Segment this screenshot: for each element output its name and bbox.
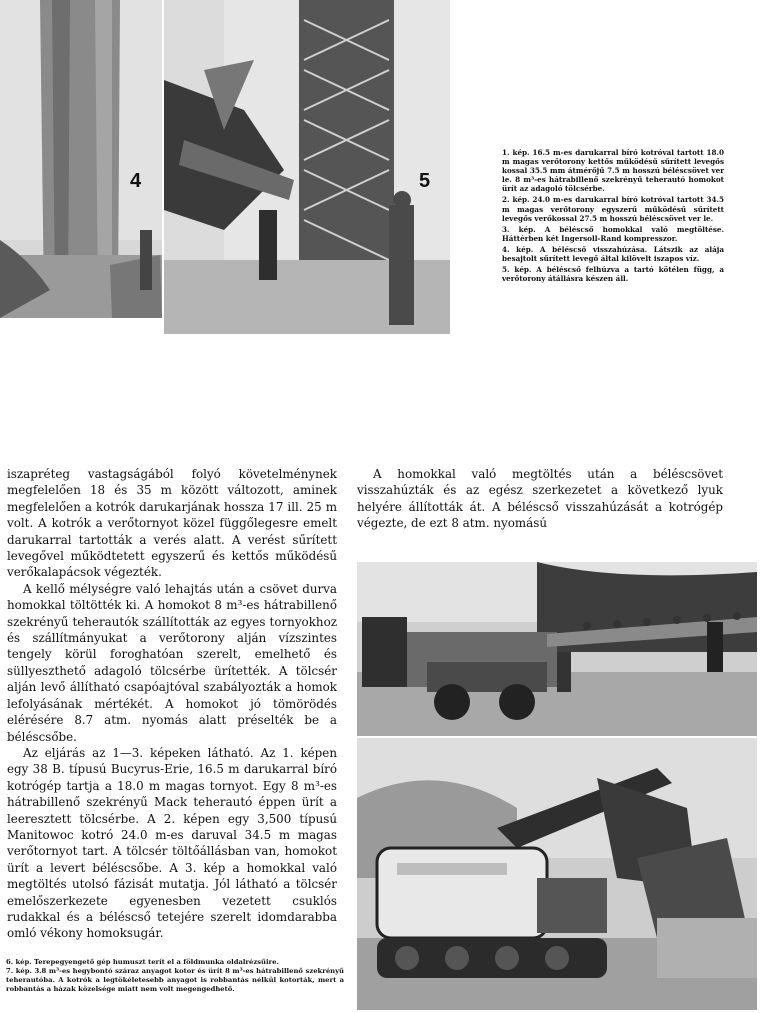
caption-7: 7. kép. 3.8 m³-es hegybontó száraz anyagot kotor és ürít 8 m³-es hátrabillenő szekrényű teherautóba. A kotrók a legtökéletesebb anyagot is robbantás nélkül kotorták, mert a robbantás a házak közelsége miatt nem volt megengedhető. <box>6 966 344 993</box>
caption-1: 1. kép. 16.5 m-es darukarral bíró kotróval tartott 18.0 m magas verőtorony kettős működésű sűrített levegős kossal 35.5 mm átmérőjű 7.5 m hosszú béléscsövet ver le. 8 m³-es hátrabillenő szekrényű teherautó homokot ürít az adagoló tölcsérbe. <box>502 148 724 194</box>
body-column-right <box>357 466 723 532</box>
photo-5 <box>164 0 450 334</box>
right-paragraph-1: A homokkal való megtöltés után a béléscsövet visszahúzták és az egész szerkezetet a következő lyuk helyére állították át. A béléscső visszahúzását a kotrógép végezte, de ezt 8 atm. nyomású <box>357 467 723 531</box>
caption-3: 3. kép. A béléscső homokkal való megtöltése. Háttérben két Ingersoll-Rand kompresszor. <box>502 224 724 243</box>
photo-4-image <box>0 0 162 318</box>
caption-5: 5. kép. A béléscső felhúzva a tartó kötélen függ, a verőtorony átállásra készen áll. <box>502 265 724 284</box>
left-paragraph-1: iszapréteg vastagságából folyó követelménynek megfelelően 18 és 35 m között változott, aminek megfelelően a kotrók darukarjának hossza 17 ill. 25 m volt. A kotrók a verőtornyot közel függőlegesre emelt darukarral tartották a verés alatt. A verést sűrített levegővel működtetett egyszerű és kettős működésű verőkalapácsok végezték. <box>7 467 337 580</box>
caption-6: 6. kép. Terepegyengető gép humuszt terít el a földmunka oldalrézsűire. <box>6 958 279 966</box>
left-paragraph-3: Az eljárás az 1—3. képeken látható. Az 1. képen egy 38 B. típusú Bucyrus-Erie, 16.5 m darukarral bíró kotrógép tartja a 18.0 m magas tornyot. Egy 8 m³-es hátrabillenő szekrényű Mack teherautó éppen ürít a leeresztett tölcsérbe. A 2. képen egy 3,500 típusú Manitowoc kotró 24.0 m-es daruval 34.5 m magas verőtornyot tart. A tölcsér töltőállásban van, homokot ürít a levert béléscsőbe. A 3. kép a homokkal való megtöltés utolsó fázisát mutatja. Jól látható a tölcsér emelőszerkezete egyenesben vezetett csuklós rudakkal és a béléscső tetejére szerelt idomdarabba omló vékony homoksugár. <box>7 745 337 941</box>
photo-5-image <box>164 0 450 334</box>
photo-7 <box>357 738 757 1010</box>
photo-7-image <box>357 738 757 1010</box>
photo-5-number: 5 <box>419 170 431 192</box>
photo-6 <box>357 562 757 736</box>
caption-2: 2. kép. 24.0 m-es darukarral bíró kotróval tartott 34.5 m magas verőtorony egyszerű működésű sűrített levegős verőkossal 27.5 m hosszú béléscsövet ver le. <box>502 195 724 223</box>
photo-4 <box>0 0 162 318</box>
photo-captions <box>502 148 724 285</box>
bottom-captions <box>6 958 344 994</box>
caption-4: 4. kép. A béléscső visszahúzása. Látszik az alája besajtolt sűrített levegő által kilövelt iszapos víz. <box>502 244 724 264</box>
body-column-left <box>7 466 337 942</box>
photo-6-image <box>357 562 757 736</box>
left-paragraph-2: A kellő mélységre való lehajtás után a csövet durva homokkal töltötték ki. A homokot 8 m³-es hátrabillenő szekrényű teherautók szállították az egyes tornyokhoz és szállítmányukat a verőtorony alján vízszintes tengely körül foroghatóan szerelt, emelhető és süllyeszthető adagoló tölcsérbe ürítették. A tölcsér alján levő állítható csapóajtóval szabályozták a homok lefolyásának mértékét. A homokot jó tömörödés elérésére 8.7 atm. nyomás alatt préselték be a béléscsőbe. <box>7 581 337 744</box>
photo-4-number: 4 <box>130 170 142 192</box>
